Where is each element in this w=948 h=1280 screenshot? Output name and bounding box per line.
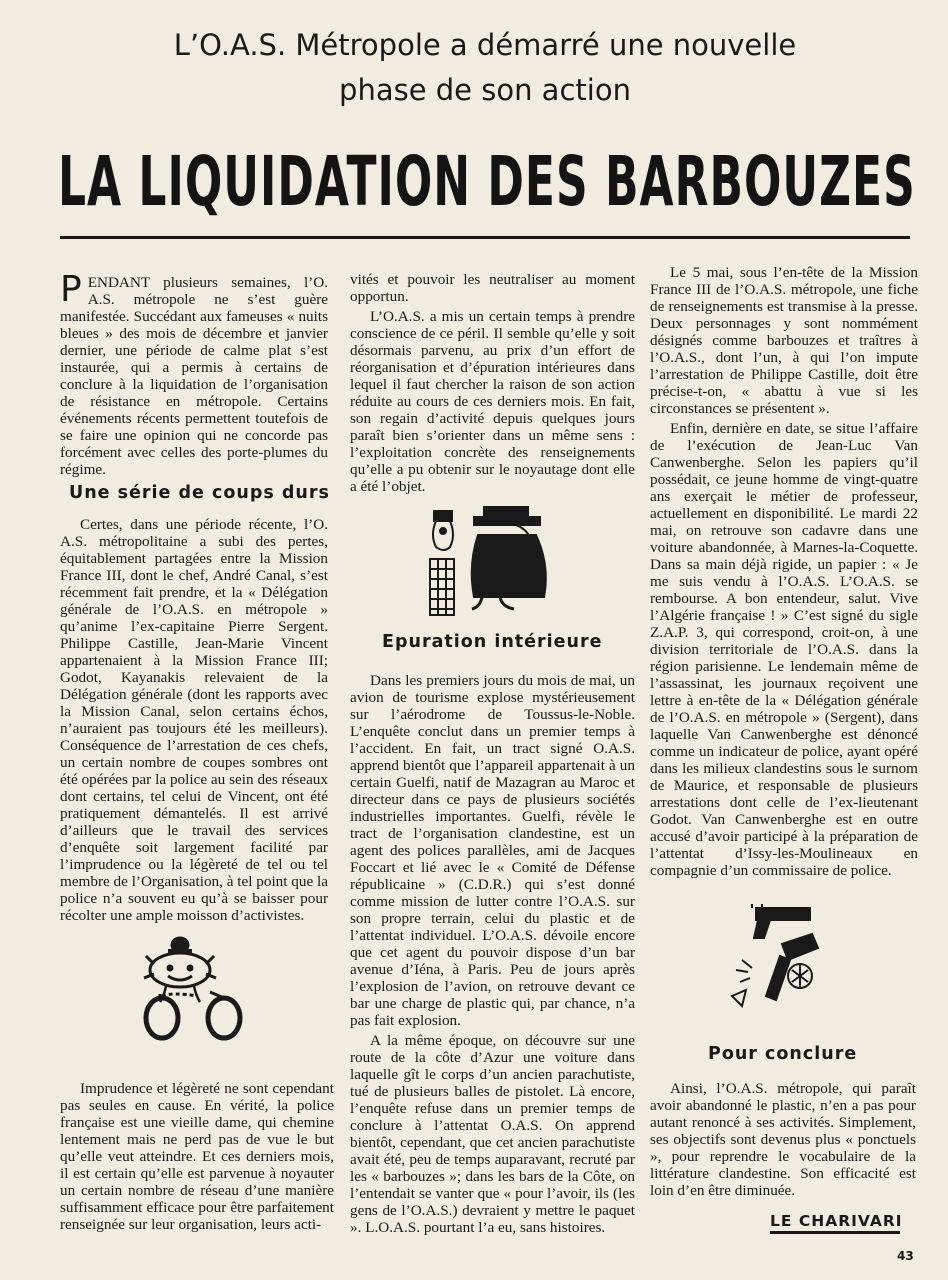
paragraph: Ainsi, l’O.A.S. métropole, qui paraît avoir abandonné le plastic, n’en a pas pour autant renoncé à ses activités. Simplement, ses objectifs sont devenus plus « ponctuels », pour reprendre le vocabulaire de la littérature clandestine. Son efficacité est loin d’en être diminuée. [650, 1080, 916, 1199]
epuration-body [350, 672, 635, 1239]
paragraph: Certes, dans une période récente, l’O. A.S. métropolitaine a subi des pertes, équitablement partagées entre la Mission France III, dont le chef, André Canal, s’est récemment fait prendre, et la « Délégation générale de l’O.A.S. en métropole » qu’anime l’ex-capitaine Pierre Sergent. Philippe Castille, Jean-Marie Vincent appartenaient à la Mission France III; Godot, Kayanakis relevaient de la Délégation générale (dont les rapports avec la Mission Canal, selon certains échos, n’auraient pas toujours été les meilleurs). Conséquence de l’arrestation de ces chefs, un certain nombre de coupes sombres ont été opérées par la police au sein des réseaux dont certains, tel celui de Vincent, ont été pratiquement démantelés. Il est arrivé d’ailleurs que le travail des services d’enquête soit largement facilité par l’imprudence ou la légèreté de tel ou tel membre de l’Organisation, à tel point que la police n’a souvent eu qu’à se baisser pour récolter une ample moisson d’activistes. [60, 516, 328, 924]
signature: LE CHARIVARI [770, 1212, 900, 1234]
section-heading-conclure: Pour conclure [708, 1044, 858, 1064]
section-heading-coups-durs: Une série de coups durs [69, 483, 330, 503]
spy-cartoon-icon [430, 507, 546, 615]
paragraph: Imprudence et légèreté ne sont cependant pas seules en cause. En vérité, la police française est une vieille dame, qui chemine lentement mais ne perd pas de vue le but qu’elle veut atteindre. Et ces derniers mois, il est certain qu’elle est parvenue à noyauter un certain nombre de réseau d’une manière suffisamment efficace pour être parfaitement renseignée sur leur organisation, leurs acti- [60, 1080, 334, 1233]
headline-rule [60, 236, 910, 239]
drop-cap: P [60, 269, 82, 310]
intro-block [60, 269, 328, 481]
pistol-bomb-illustration [722, 900, 832, 1010]
handcuffs-illustration [140, 934, 250, 1044]
paragraph: Enfin, dernière en date, se situe l’affaire de l’exécution de Jean-Luc Van Canwenberghe. Selon les papiers qu’il possédait, ce jeune homme de vingt-quatre ans exerçait le métier de professeur, actuellement en disponibilité. Le mardi 22 mai, on retrouve son cadavre dans une voiture abandonnée, à Marnes-la-Coquette. Dans sa main déjà rigide, un papier : « Je me suis vendu à l’O.A.S. L’O.A.S. se rembourse. A bon entendeur, salut. Vive l’Algérie française ! » C’est signé du sigle Z.A.P. 3, qui correspond, croit-on, à une division territoriale de l’O.A.S. dans la région parisienne. Le lendemain même de l’assassinat, les journaux reçoivent une lettre à en-tête de la « Délégation générale de l’O.A.S. en métropole » (Sergent), dans laquelle Van Canwenberghe est dénoncé comme un indicateur de police, ayant opéré dans les milieux clandestins sous le surnom de Maurice, et responsable de plusieurs arrestations dont celle de l’ex-lieutenant Godot. Van Canwenberghe est en outre accusé d’avoir participé à la préparation de l’attentat d’Issy-les-Moulineaux en compagnie d’un commissaire de police. [650, 420, 918, 879]
paragraph: A la même époque, on découvre sur une route de la côte d’Azur une voiture dans laquelle gît le corps d’un ancien parachutiste, tué de plusieurs balles de pistolet. Là encore, l’enquête refuse dans un premier temps de conclure à l’attentat O.A.S. On apprend bientôt, cependant, que cet ancien parachutiste avait été, peu de temps auparavant, recruté par les « barbouzes »; dans les bars de la Côte, on l’entendait se vanter que « pour l’avoir, ils (les gens de l’O.A.S.) devraient y mettre le paquet ». L.O.A.S. pourtant l’a eu, sans histoires. [350, 1032, 635, 1236]
paragraph: Dans les premiers jours du mois de mai, un avion de tourisme explose mystérieusement sur l’aérodrome de Toussus-le-Noble. L’enquête conclut dans un premier temps à l’accident. En fait, un tract signé O.A.S. apprend bientôt que l’appareil appartenait à un certain Guelfi, natif de Mazagran au Maroc et directeur dans ce pays de plusieurs sociétés industrielles importantes. Guelfi, révèle le tract de l’organisation clandestine, est un agent des polices parallèles, ami de Jacques Foccart et lié avec le « Comité de Défense républicaine » (C.D.R.) qui s’est donné comme mission de lutter contre l’O.A.S. sur son propre terrain, celui du plastic et de l’attentat individuel. L’O.A.S. dévoile encore que cet agent du pouvoir dispose d’un bar avenue d’Iéna, à Paris. Peu de jours après l’explosion de l’avion, on retrouve devant ce bar une charge de plastic qui, par chance, n’a pas fait explosion. [350, 672, 635, 1029]
right-top-body [650, 264, 918, 882]
middle-top-body [350, 271, 635, 498]
intro-paragraph [60, 269, 328, 478]
coups-durs-body [60, 516, 328, 927]
conclure-body [650, 1080, 916, 1202]
intro-text: ENDANT plusieurs semaines, l’O. A.S. métropole ne s’est guère manifestée. Succédant aux fameuses « nuits bleues » des mois de décembre et janvier dernier, une période de calme plat s’est instaurée, qui a permis à certains de conclure à la liquidation de l’organisation de résistance en métropole. Certains événements récents permettent toutefois de se faire une opinion qui ne concorde pas forcément avec celles des porte-plumes du régime. [60, 274, 328, 478]
pistol-bomb-cartoon-icon [732, 904, 818, 1006]
section-heading-epuration: Epuration intérieure [382, 632, 603, 652]
coups-durs-continued [60, 1080, 334, 1236]
headline [58, 130, 918, 235]
paragraph: vités et pouvoir les neutraliser au moment opportun. [350, 271, 635, 305]
handcuffs-cartoon-icon [144, 938, 240, 1038]
page-number: 43 [897, 1249, 914, 1263]
paragraph: L’O.A.S. a mis un certain temps à prendre conscience de ce péril. Il semble qu’elle y soit désormais parvenu, au prix d’un effort de réorganisation et d’épuration intérieures dans lequel il faut chercher la raison de son action réduite au cours de ces derniers mois. En fait, son regain d’activité depuis quelques jours paraît bien s’orienter dans un même sens : l’exploitation concrète des renseignements qu’elle a pu obtenir sur le noyautage dont elle a été l’objet. [350, 308, 635, 495]
spy-illustration [426, 505, 556, 617]
kicker-line-2: phase de son action [339, 73, 631, 107]
paragraph: Le 5 mai, sous l’en-tête de la Mission France III de l’O.A.S. métropole, une fiche de renseignements est transmise à la presse. Deux personnages y sont nommément désignés comme barbouzes et traîtres à l’O.A.S., dont l’un, à qui l’on impute l’arrestation de Philippe Castille, doit être précise-t-on, « abattu à vue si les circonstances se présentent ». [650, 264, 918, 417]
kicker-line-1: L’O.A.S. Métropole a démarré une nouvelle [173, 28, 797, 62]
headline-text: LA LIQUIDATION DES BARBOUZES [58, 142, 916, 223]
